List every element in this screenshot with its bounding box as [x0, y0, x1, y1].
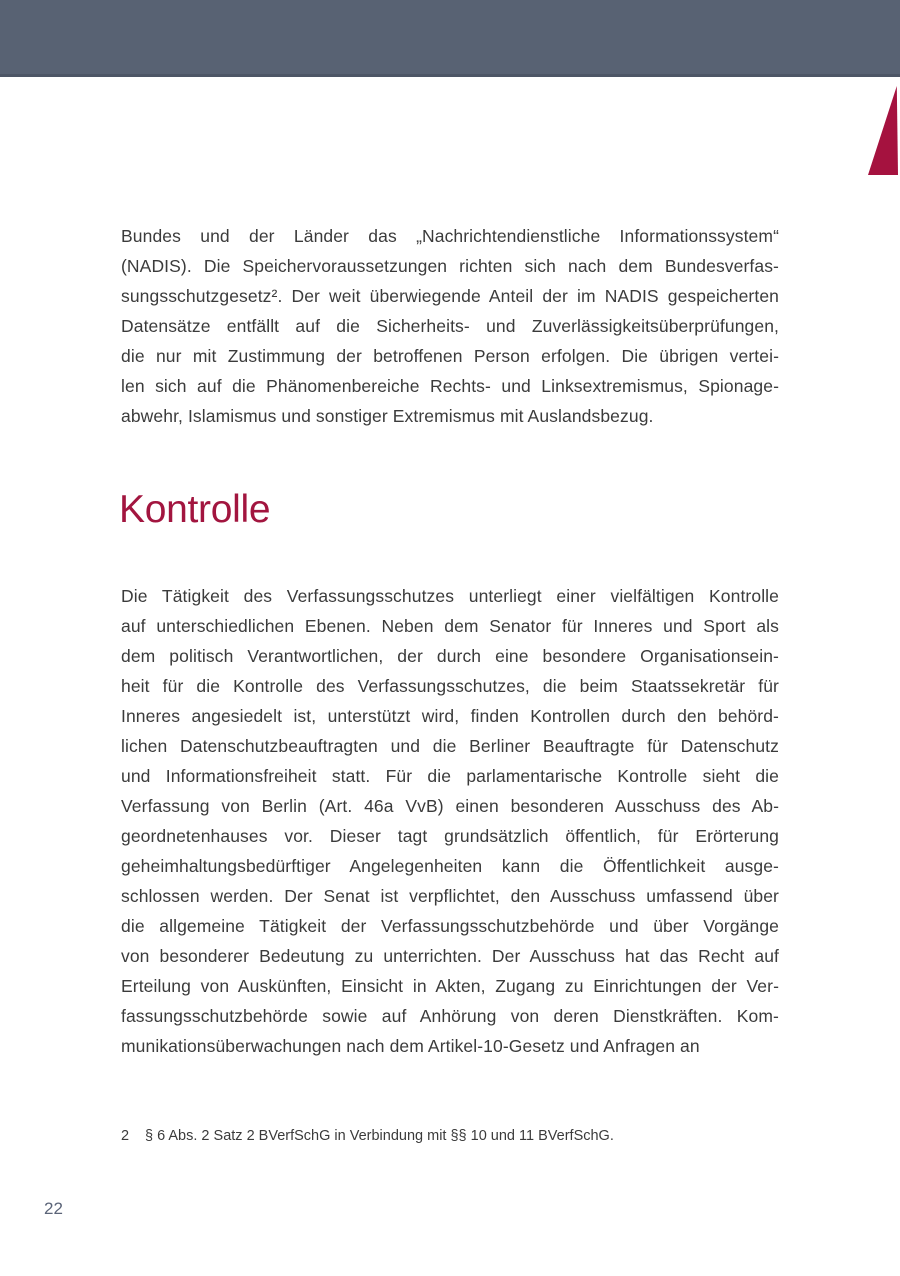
footnote: [121, 1126, 779, 1146]
text-line: fassungsschutzbehörde sowie auf Anhörung von deren Dienstkräften. Kom-: [121, 1006, 779, 1026]
text-line: geordnetenhauses vor. Dieser tagt grundsätzlich öffentlich, für Erörterung: [121, 826, 779, 846]
text-line: Bundes und der Länder das „Nachrichtendienstliche Informationssystem“: [121, 226, 779, 246]
intro-paragraph: [121, 221, 779, 431]
footnote-marker: 2: [121, 1128, 130, 1144]
text-line: len sich auf die Phänomenbereiche Rechts- und Linksextremismus, Spionage-: [121, 376, 779, 396]
text-line: sungsschutzgesetz². Der weit überwiegende Anteil der im NADIS gespeicherten: [121, 286, 779, 306]
footnote-text: § 6 Abs. 2 Satz 2 BVerfSchG in Verbindung mit §§ 10 und 11 BVerfSchG.: [145, 1128, 614, 1144]
text-line: schlossen werden. Der Senat ist verpflichtet, den Ausschuss umfassend über: [121, 886, 779, 906]
text-line: Inneres angesiedelt ist, unterstützt wird, finden Kontrollen durch den behörd-: [121, 706, 779, 726]
body-paragraph: [121, 581, 779, 1061]
text-line: Die Tätigkeit des Verfassungsschutzes unterliegt einer vielfältigen Kontrolle: [121, 586, 779, 606]
text-line: dem politisch Verantwortlichen, der durch eine besondere Organisationsein-: [121, 646, 779, 666]
text-line: (NADIS). Die Speichervoraussetzungen richten sich nach dem Bundesverfas-: [121, 256, 779, 276]
text-line: munikationsüberwachungen nach dem Artikel-10-Gesetz und Anfragen an: [121, 1036, 700, 1056]
header-bar: [0, 0, 900, 77]
text-line: abwehr, Islamismus und sonstiger Extremismus mit Auslandsbezug.: [121, 406, 654, 426]
text-line: lichen Datenschutzbeauftragten und die Berliner Beauftragte für Datenschutz: [121, 736, 779, 756]
text-line: Erteilung von Auskünften, Einsicht in Akten, Zugang zu Einrichtungen der Ver-: [121, 976, 779, 996]
text-line: die allgemeine Tätigkeit der Verfassungsschutzbehörde und über Vorgänge: [121, 916, 779, 936]
section-heading: Kontrolle: [119, 488, 271, 531]
text-line: und Informationsfreiheit statt. Für die parlamentarische Kontrolle sieht die: [121, 766, 779, 786]
text-line: Verfassung von Berlin (Art. 46a VvB) einen besonderen Ausschuss des Ab-: [121, 796, 779, 816]
page-number: 22: [44, 1199, 63, 1218]
text-line: heit für die Kontrolle des Verfassungsschutzes, die beim Staatssekretär für: [121, 676, 779, 696]
text-line: von besonderer Bedeutung zu unterrichten. Der Ausschuss hat das Recht auf: [121, 946, 779, 966]
accent-wedge-icon: [868, 86, 898, 175]
text-line: Datensätze entfällt auf die Sicherheits- und Zuverlässigkeitsüberprüfungen,: [121, 316, 779, 336]
text-line: die nur mit Zustimmung der betroffenen Person erfolgen. Die übrigen vertei-: [121, 346, 779, 366]
text-line: geheimhaltungsbedürftiger Angelegenheiten kann die Öffentlichkeit ausge-: [121, 856, 779, 876]
text-line: auf unterschiedlichen Ebenen. Neben dem Senator für Inneres und Sport als: [121, 616, 779, 636]
